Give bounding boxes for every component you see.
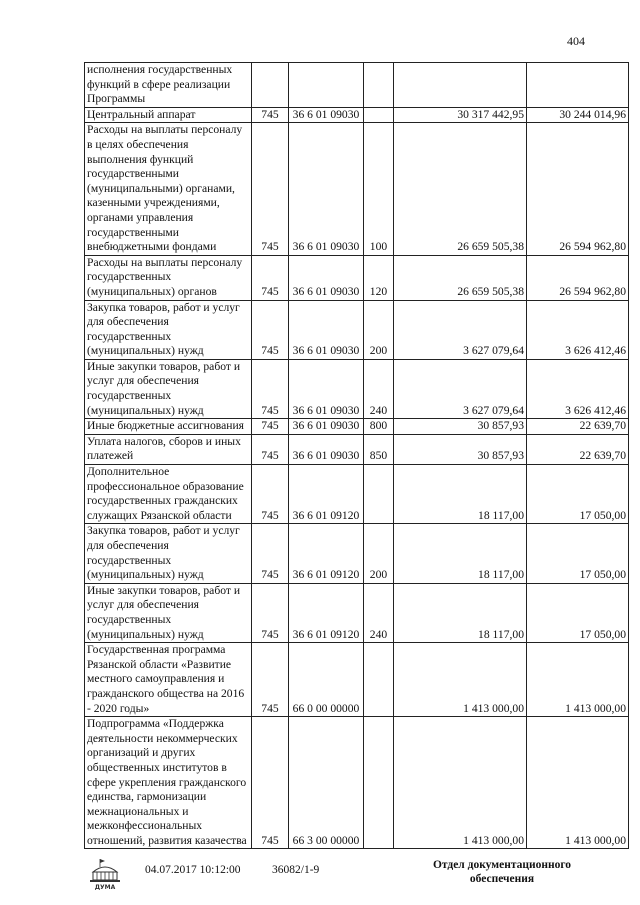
table-row bbox=[85, 643, 629, 717]
cell-csr: 66 3 00 00000 bbox=[289, 717, 364, 849]
cell-ministry: 745 bbox=[252, 583, 289, 642]
duma-logo bbox=[88, 858, 122, 890]
cell-sum2: 22 639,70 bbox=[527, 419, 629, 435]
cell-name: Закупка товаров, работ и услуг для обеспечения государственных (муниципальных) нужд bbox=[85, 524, 252, 583]
cell-vr: 100 bbox=[364, 123, 394, 255]
footer bbox=[0, 858, 640, 898]
cell-name: Государственная программа Рязанской области «Развитие местного самоуправления и гражданского общества на 2016 - 2020 годы» bbox=[85, 643, 252, 717]
footer-date: 04.07.2017 10:12:00 bbox=[145, 864, 241, 876]
cell-name: Расходы на выплаты персоналу государственных (муниципальных) органов bbox=[85, 255, 252, 300]
cell-csr: 36 6 01 09120 bbox=[289, 583, 364, 642]
cell-csr: 36 6 01 09030 bbox=[289, 300, 364, 359]
cell-sum2: 17 050,00 bbox=[527, 465, 629, 524]
cell-sum2: 30 244 014,96 bbox=[527, 107, 629, 123]
table-row bbox=[85, 524, 629, 583]
footer-doc-number: 36082/1-9 bbox=[272, 864, 320, 876]
cell-name: Иные закупки товаров, работ и услуг для обеспечения государственных (муниципальных) нужд bbox=[85, 359, 252, 418]
cell-sum2 bbox=[527, 63, 629, 108]
cell-sum1: 26 659 505,38 bbox=[394, 123, 527, 255]
cell-vr: 850 bbox=[364, 434, 394, 464]
cell-csr bbox=[289, 63, 364, 108]
cell-sum2: 26 594 962,80 bbox=[527, 255, 629, 300]
table-row bbox=[85, 123, 629, 255]
cell-vr: 200 bbox=[364, 524, 394, 583]
cell-sum1: 1 413 000,00 bbox=[394, 643, 527, 717]
cell-name: Центральный аппарат bbox=[85, 107, 252, 123]
cell-name: Уплата налогов, сборов и иных платежей bbox=[85, 434, 252, 464]
cell-vr bbox=[364, 63, 394, 108]
table-row bbox=[85, 63, 629, 108]
cell-name: Иные бюджетные ассигнования bbox=[85, 419, 252, 435]
cell-vr: 800 bbox=[364, 419, 394, 435]
table-row bbox=[85, 717, 629, 849]
cell-sum1: 18 117,00 bbox=[394, 524, 527, 583]
cell-csr: 36 6 01 09120 bbox=[289, 465, 364, 524]
cell-ministry: 745 bbox=[252, 123, 289, 255]
budget-table-body bbox=[85, 63, 629, 849]
cell-sum1: 30 857,93 bbox=[394, 419, 527, 435]
table-row bbox=[85, 434, 629, 464]
table-row bbox=[85, 300, 629, 359]
budget-table bbox=[84, 62, 629, 849]
cell-vr bbox=[364, 717, 394, 849]
cell-csr: 36 6 01 09120 bbox=[289, 524, 364, 583]
table-row bbox=[85, 359, 629, 418]
cell-sum1: 1 413 000,00 bbox=[394, 717, 527, 849]
table-row bbox=[85, 419, 629, 435]
cell-sum1: 30 857,93 bbox=[394, 434, 527, 464]
cell-sum2: 1 413 000,00 bbox=[527, 643, 629, 717]
table-row bbox=[85, 255, 629, 300]
cell-ministry: 745 bbox=[252, 717, 289, 849]
cell-ministry: 745 bbox=[252, 419, 289, 435]
cell-name: Расходы на выплаты персоналу в целях обеспечения выполнения функций государственными (муниципальными) органами, казенными учреждениями, органами управления государственными внебюджетными фондами bbox=[85, 123, 252, 255]
cell-vr: 120 bbox=[364, 255, 394, 300]
table-row bbox=[85, 583, 629, 642]
cell-sum2: 22 639,70 bbox=[527, 434, 629, 464]
cell-vr bbox=[364, 465, 394, 524]
cell-sum1: 18 117,00 bbox=[394, 465, 527, 524]
cell-csr: 36 6 01 09030 bbox=[289, 255, 364, 300]
cell-sum1: 18 117,00 bbox=[394, 583, 527, 642]
cell-sum1: 3 627 079,64 bbox=[394, 359, 527, 418]
cell-ministry: 745 bbox=[252, 524, 289, 583]
cell-sum2: 3 626 412,46 bbox=[527, 359, 629, 418]
cell-sum2: 26 594 962,80 bbox=[527, 123, 629, 255]
cell-sum2: 1 413 000,00 bbox=[527, 717, 629, 849]
cell-vr: 200 bbox=[364, 300, 394, 359]
cell-csr: 36 6 01 09030 bbox=[289, 107, 364, 123]
cell-ministry: 745 bbox=[252, 434, 289, 464]
cell-vr: 240 bbox=[364, 583, 394, 642]
cell-ministry: 745 bbox=[252, 300, 289, 359]
cell-ministry: 745 bbox=[252, 643, 289, 717]
cell-name: Дополнительное профессиональное образование государственных гражданских служащих Рязанской области bbox=[85, 465, 252, 524]
cell-sum1: 3 627 079,64 bbox=[394, 300, 527, 359]
logo-text: ДУМА bbox=[94, 884, 116, 890]
page-number: 404 bbox=[567, 34, 585, 48]
table-row bbox=[85, 465, 629, 524]
cell-name: Закупка товаров, работ и услуг для обеспечения государственных (муниципальных) нужд bbox=[85, 300, 252, 359]
cell-csr: 36 6 01 09030 bbox=[289, 359, 364, 418]
cell-name: исполнения государственных функций в сфере реализации Программы bbox=[85, 63, 252, 108]
footer-department: Отдел документационного обеспечения bbox=[432, 859, 572, 885]
cell-ministry: 745 bbox=[252, 107, 289, 123]
cell-sum1: 26 659 505,38 bbox=[394, 255, 527, 300]
cell-vr bbox=[364, 107, 394, 123]
cell-sum2: 17 050,00 bbox=[527, 583, 629, 642]
cell-sum1 bbox=[394, 63, 527, 108]
cell-csr: 36 6 01 09030 bbox=[289, 123, 364, 255]
cell-ministry: 745 bbox=[252, 465, 289, 524]
cell-name: Подпрограмма «Поддержка деятельности некоммерческих организаций и других общественных институтов в сфере укрепления гражданского единства, гармонизации межнациональных и межконфессиональных отношений, развития казачества bbox=[85, 717, 252, 849]
cell-csr: 36 6 01 09030 bbox=[289, 419, 364, 435]
cell-sum2: 17 050,00 bbox=[527, 524, 629, 583]
cell-ministry: 745 bbox=[252, 359, 289, 418]
cell-sum1: 30 317 442,95 bbox=[394, 107, 527, 123]
cell-csr: 36 6 01 09030 bbox=[289, 434, 364, 464]
cell-vr: 240 bbox=[364, 359, 394, 418]
cell-ministry: 745 bbox=[252, 255, 289, 300]
cell-csr: 66 0 00 00000 bbox=[289, 643, 364, 717]
table-row bbox=[85, 107, 629, 123]
cell-ministry bbox=[252, 63, 289, 108]
cell-vr bbox=[364, 643, 394, 717]
cell-sum2: 3 626 412,46 bbox=[527, 300, 629, 359]
cell-name: Иные закупки товаров, работ и услуг для обеспечения государственных (муниципальных) нужд bbox=[85, 583, 252, 642]
